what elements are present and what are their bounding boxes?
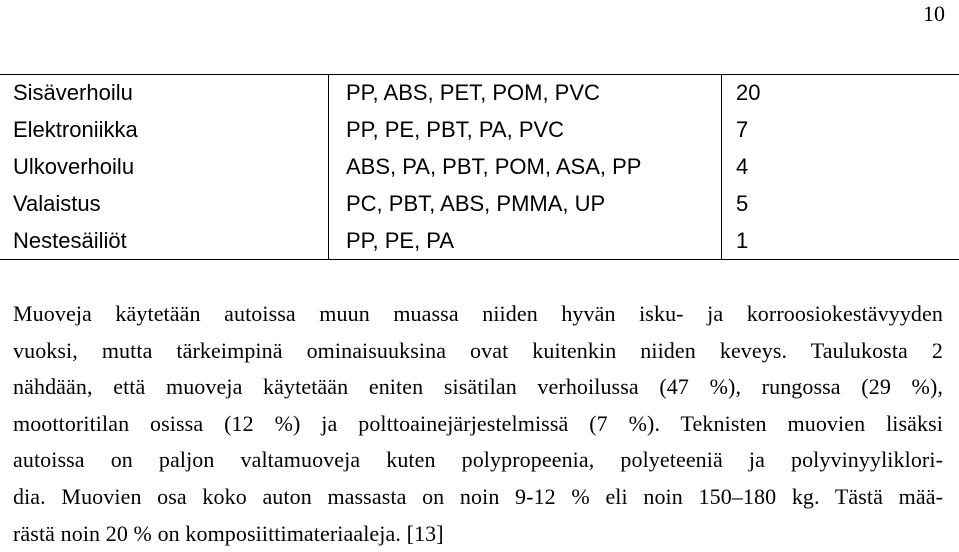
table-cell-materials: PP, PE, PBT, PA, PVC bbox=[329, 112, 722, 149]
table-cell-use: Ulkoverhoilu bbox=[0, 149, 329, 186]
paragraph-line: nähdään, että muoveja käytetään eniten sisätilan verhoilussa (47 %), rungossa (29 %), bbox=[13, 369, 943, 406]
materials-table bbox=[0, 74, 959, 260]
table-row bbox=[0, 149, 959, 186]
paragraph-line: Muoveja käytetään autoissa muun muassa niiden hyvän isku- ja korroosiokestävyyden bbox=[13, 296, 943, 333]
table-cell-use: Sisäverhoilu bbox=[0, 75, 329, 112]
table-cell-materials: PC, PBT, ABS, PMMA, UP bbox=[329, 186, 722, 223]
table-row bbox=[0, 186, 959, 223]
table-cell-use: Nestesäiliöt bbox=[0, 223, 329, 260]
table-cell-count: 7 bbox=[722, 112, 959, 149]
paragraph-line: autoissa on paljon valtamuoveja kuten polypropeenia, polyeteeniä ja polyvinyyliklori- bbox=[13, 442, 943, 479]
paragraph-line: vuoksi, mutta tärkeimpinä ominaisuuksina ovat kuitenkin niiden keveys. Taulukosta 2 bbox=[13, 333, 943, 370]
paragraph-line: moottoritilan osissa (12 %) ja polttoainejärjestelmissä (7 %). Teknisten muovien lisäksi bbox=[13, 406, 943, 443]
table-cell-count: 20 bbox=[722, 75, 959, 112]
body-paragraph bbox=[13, 296, 943, 552]
page-number: 10 bbox=[923, 0, 945, 28]
table-cell-count: 4 bbox=[722, 149, 959, 186]
table-row bbox=[0, 223, 959, 260]
table-cell-materials: PP, PE, PA bbox=[329, 223, 722, 260]
table-row bbox=[0, 112, 959, 149]
paragraph-line: dia. Muovien osa koko auton massasta on noin 9-12 % eli noin 150–180 kg. Tästä mää- bbox=[13, 479, 943, 516]
table-row bbox=[0, 75, 959, 112]
table-cell-materials: PP, ABS, PET, POM, PVC bbox=[329, 75, 722, 112]
table-cell-materials: ABS, PA, PBT, POM, ASA, PP bbox=[329, 149, 722, 186]
table-cell-count: 1 bbox=[722, 223, 959, 260]
table-cell-use: Elektroniikka bbox=[0, 112, 329, 149]
table-cell-use: Valaistus bbox=[0, 186, 329, 223]
table-cell-count: 5 bbox=[722, 186, 959, 223]
paragraph-line: rästä noin 20 % on komposiittimateriaaleja. [13] bbox=[13, 516, 943, 552]
